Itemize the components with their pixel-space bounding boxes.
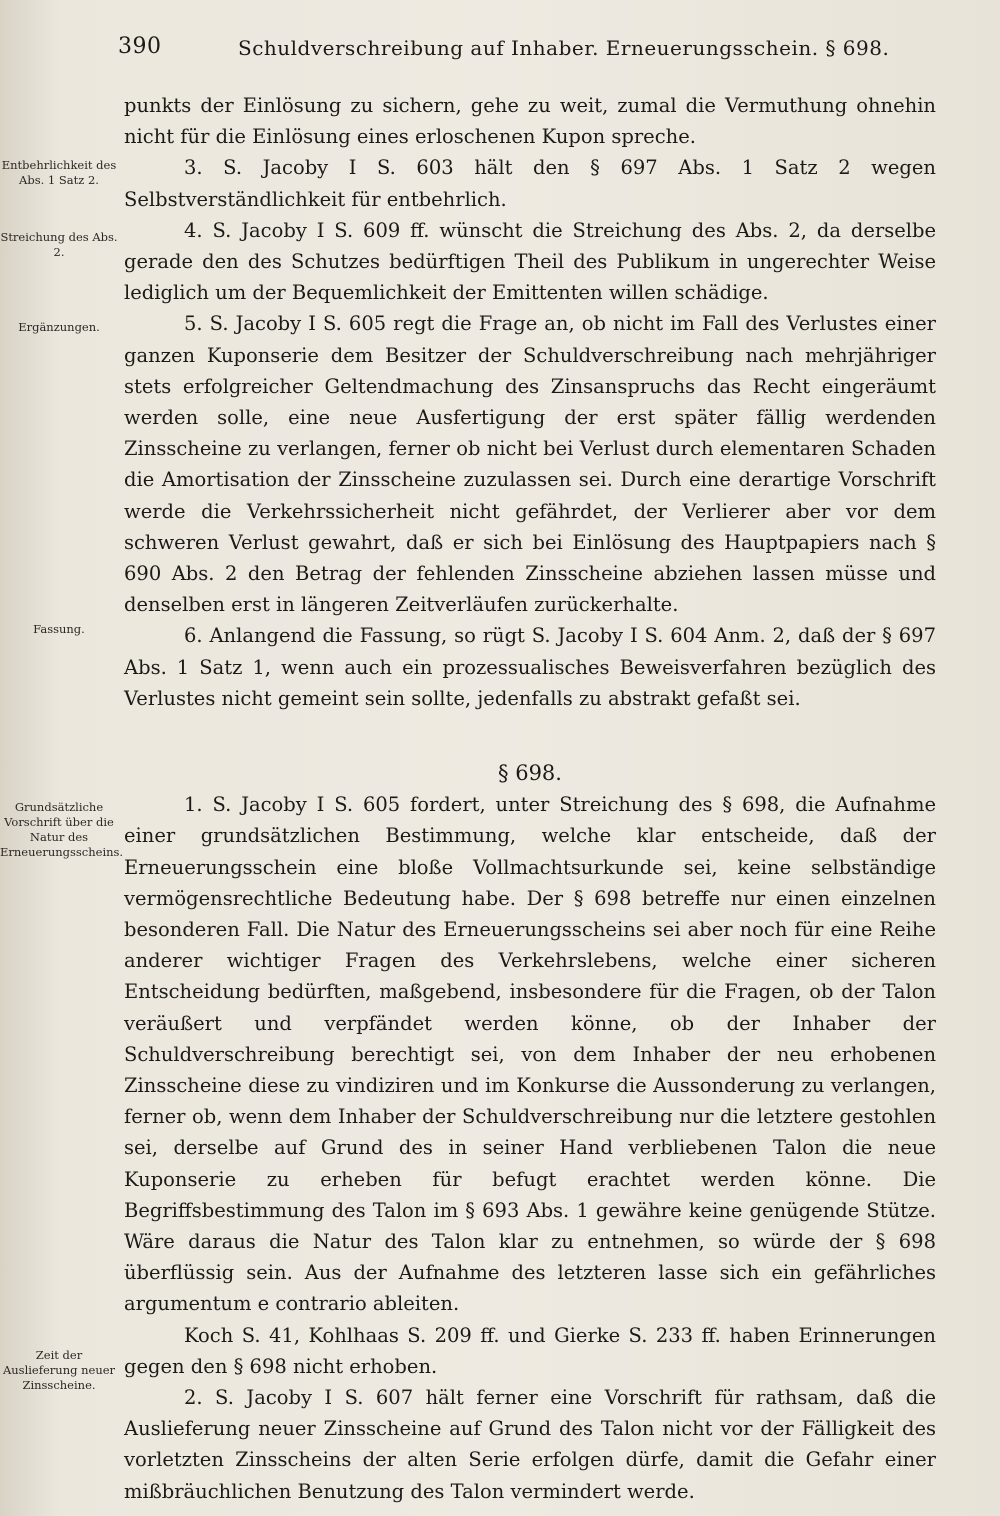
text-block-upper [124,90,936,714]
paragraph-698-koch: Koch S. 41, Kohlhaas S. 209 ff. und Gierke S. 233 ff. haben Erinnerungen gegen den § 698 nicht erhoben. [124,1323,936,1378]
sidenote-zeit-der-auslieferung: Zeit der Auslieferung neuer Zinsscheine. [2,1348,116,1392]
section-heading: § 698. [498,761,562,785]
sidenote-entbehrlichkeit: Entbehrlichkeit des Abs. 1 Satz 2. [1,158,117,187]
paragraph-item-3: 3. S. Jacoby I S. 603 hält den § 697 Abs. 1 Satz 2 wegen Selbstverständlichkeit für entbehrlich. [124,156,936,211]
paragraph-item-6: 6. Anlangend die Fassung, so rügt S. Jacoby I S. 604 Anm. 2, daß der § 697 Abs. 1 Satz 1, wenn auch ein prozessualisches Beweisverfahren bezüglich des Verlustes nicht gemeint sein sollte, jedenfalls zu abstrakt gefaßt sei. [124,624,936,710]
text-block-lower [124,758,936,1507]
paragraph-698-item-2: 2. S. Jacoby I S. 607 hält ferner eine Vorschrift für rathsam, daß die Auslieferung neuer Zinsscheine auf Grund des Talon nicht vor der Fälligkeit des vorletzten Zinsscheins der alten Serie erfolgen dürfe, damit die Gefahr einer mißbräuchlichen Benutzung des Talon vermindert werde. [124,1386,936,1503]
page-number: 390 [118,34,162,59]
sidenote-streichung: Streichung des Abs. 2. [0,230,118,259]
paragraph-698-item-1: 1. S. Jacoby I S. 605 fordert, unter Streichung des § 698, die Aufnahme einer grundsätzlichen Bestimmung, welche klar entscheide, daß der Erneuerungsschein eine bloße Vollmachtsurkunde sei, keine selbständige vermögensrechtliche Bedeutung habe. Der § 698 betreffe nur einen einzelnen besonderen Fall. Die Natur des Erneuerungsscheins sei aber noch für eine Reihe anderer wichtiger Fragen des Verkehrslebens, welche einer sicheren Entscheidung bedürften, maßgebend, insbesondere für die Fragen, ob der Talon veräußert und verpfändet werden könne, ob der Inhaber der Schuldverschreibung berechtigt sei, von dem Inhaber der neu erhobenen Zinsscheine diese zu vindiziren und im Konkurse die Aussonderung zu verlangen, ferner ob, wenn dem Inhaber der Schuldverschreibung nur die letztere gestohlen sei, derselbe auf Grund des in seiner Hand verbliebenen Talon die neue Kuponserie zu erheben für befugt erachtet werden könne. Die Begriffsbestimmung des Talon im § 693 Abs. 1 gewähre keine genügende Stütze. Wäre daraus die Natur des Talon klar zu entnehmen, so würde der § 698 überflüssig sein. Aus der Aufnahme des letzteren lasse sich ein gefährliches argumentum e contrario ableiten. [124,793,936,1316]
running-title: Schuldverschreibung auf Inhaber. Erneuerungsschein. § 698. [238,36,890,60]
page-header [118,34,938,68]
paragraph-item-5: 5. S. Jacoby I S. 605 regt die Frage an, ob nicht im Fall des Verlustes einer ganzen Kuponserie dem Besitzer der Schuldverschreibung nach mehrjähriger stets erfolgreicher Geltendmachung des Zinsanspruchs das Recht eingeräumt werden solle, eine neue Ausfertigung der erst später fällig werdenden Zinsscheine zu verlangen, ferner ob nicht bei Verlust durch elementaren Schaden die Amortisation der Zinsscheine zuzulassen sei. Durch eine derartige Vorschrift werde die Verkehrssicherheit nicht gefährdet, der Verlierer aber vor dem schweren Verlust gewahrt, daß er sich bei Einlösung des Hauptpapiers nach § 690 Abs. 2 den Betrag der fehlenden Zinsscheine abziehen lassen müsse und denselben erst in längeren Zeitverläufen zurückerhalte. [124,312,936,617]
sidenote-grundsaetzliche-vorschrift: Grundsätzliche Vorschrift über die Natur des Erneuerungsscheins. [0,800,124,859]
paragraph-item-4: 4. S. Jacoby I S. 609 ff. wünscht die Streichung des Abs. 2, da derselbe gerade den des Schutzes bedürftigen Theil des Publikum in ungerechter Weise lediglich um der Bequemlichkeit der Emittenten willen schädige. [124,218,936,305]
paragraph-continuation: punkts der Einlösung zu sichern, gehe zu weit, zumal die Vermuthung ohnehin nicht für die Einlösung eines erloschenen Kupon spreche. [124,94,936,149]
sidenote-ergaenzungen: Ergänzungen. [18,320,100,334]
sidenote-fassung: Fassung. [33,622,85,636]
